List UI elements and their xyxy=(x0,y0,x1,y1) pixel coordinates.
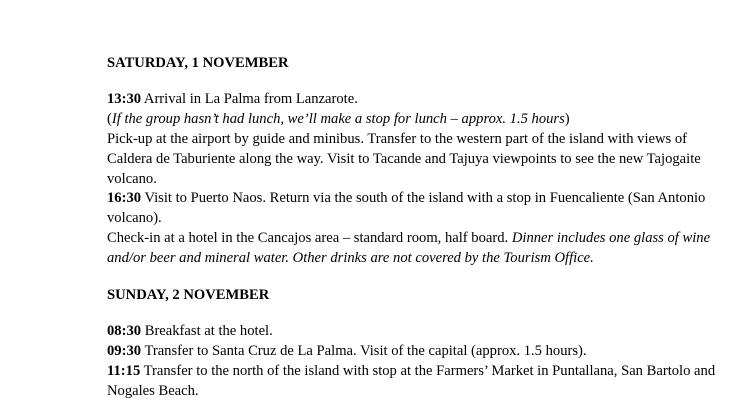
entry-time: 16:30 xyxy=(107,190,142,207)
itinerary-entry xyxy=(107,342,732,362)
dinner-note-italic: Dinner includes one glass of wine and/or beer and mineral water. Other drinks are not covered by the Tourism Office. xyxy=(107,230,711,267)
entry-text: Check-in at a hotel in the Cancajos area – standard room, half board. xyxy=(107,230,512,247)
itinerary-entry xyxy=(107,229,732,269)
entry-time: 11:15 xyxy=(107,362,141,379)
entry-time: 09:30 xyxy=(107,342,142,359)
itinerary-note: (If the group hasn’t had lunch, we’ll make a stop for lunch – approx. 1.5 hours) xyxy=(107,110,570,127)
entry-text: Arrival in La Palma from Lanzarote. xyxy=(141,90,358,107)
day-section-sunday xyxy=(107,322,732,402)
entry-text: Transfer to the north of the island with stop at the Farmers’ Market in Puntallana, San Bartolo and Nogales Beach. xyxy=(107,362,716,399)
entry-text: Visit to Puerto Naos. Return via the south of the island with a stop in Fuencaliente (San Antonio volcano). xyxy=(107,190,706,227)
itinerary-document xyxy=(107,54,732,402)
itinerary-entry xyxy=(107,90,732,110)
lunch-note-italic: If the group hasn’t had lunch, we’ll make a stop for lunch – approx. 1.5 hours xyxy=(111,110,565,127)
day-section-saturday xyxy=(107,90,732,269)
entry-time: 08:30 xyxy=(107,322,142,339)
entry-time: 13:30 xyxy=(107,90,142,107)
itinerary-entry: Pick-up at the airport by guide and minibus. Transfer to the western part of the island with views of Caldera de Taburiente along the way. Visit to Tacande and Tajuya viewpoints to see the new Tajogaite volcano. xyxy=(107,130,701,187)
itinerary-entry xyxy=(107,362,732,402)
entry-text: Transfer to Santa Cruz de La Palma. Visit of the capital (approx. 1.5 hours). xyxy=(141,342,587,359)
itinerary-entry xyxy=(107,189,732,229)
entry-text: Breakfast at the hotel. xyxy=(141,322,273,339)
day-heading-saturday: SATURDAY, 1 NOVEMBER xyxy=(107,55,289,71)
day-heading-sunday: SUNDAY, 2 NOVEMBER xyxy=(107,287,270,304)
itinerary-entry xyxy=(107,322,732,342)
